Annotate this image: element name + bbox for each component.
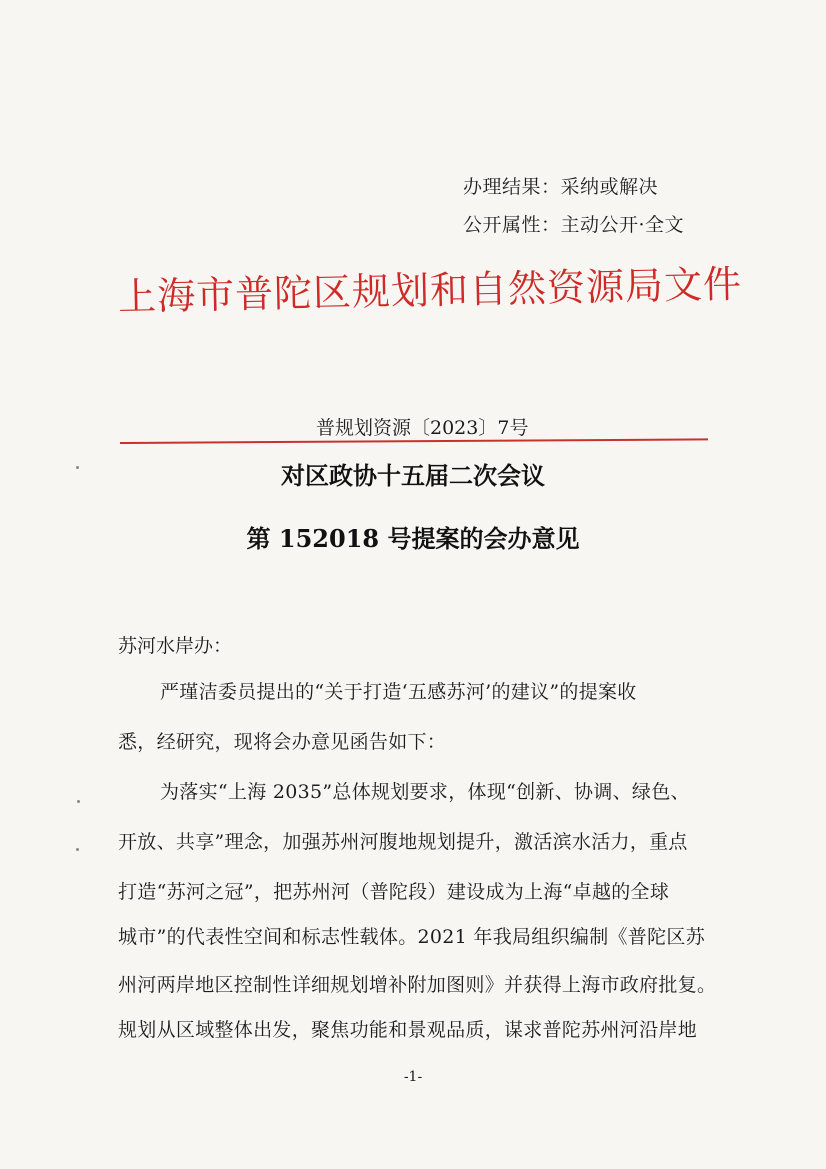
body-line: 为落实“上海 2035”总体规划要求，体现“创新、协调、绿色、 [160, 781, 690, 803]
subject-line-2: 第 152018 号提案的会办意见 [246, 524, 580, 553]
scan-speck [76, 466, 79, 469]
scan-speck [77, 800, 80, 803]
body-line: 规划从区域整体出发，聚焦功能和景观品质，谋求普陀苏州河沿岸地 [118, 1019, 698, 1041]
document-number: 普规划资源〔2023〕7号 [316, 417, 529, 439]
processing-result: 办理结果：采纳或解决 [463, 176, 659, 198]
document-header-title: 上海市普陀区规划和自然资源局文件 [117, 261, 743, 319]
body-line: 严瑾洁委员提出的“关于打造‘五感苏河’的建议”的提案收 [160, 681, 637, 703]
scan-speck [76, 848, 79, 851]
body-line: 州河两岸地区控制性详细规划增补附加图则》并获得上海市政府批复。 [118, 974, 717, 996]
body-line: 城市”的代表性空间和标志性载体。2021 年我局组织编制《普陀区苏 [118, 926, 706, 948]
page-number: -1- [403, 1069, 423, 1085]
body-line: 打造“苏河之冠”，把苏州河（普陀段）建设成为上海“卓越的全球 [118, 881, 670, 903]
disclosure-attribute: 公开属性：主动公开·全文 [463, 214, 685, 236]
body-line: 悉，经研究，现将会办意见函告如下： [118, 731, 447, 753]
subject-line-1: 对区政协十五届二次会议 [281, 461, 545, 490]
body-line: 开放、共享”理念，加强苏州河腹地规划提升，激活滨水活力，重点 [118, 831, 688, 853]
header-divider [120, 438, 708, 444]
addressee: 苏河水岸办： [118, 635, 233, 657]
